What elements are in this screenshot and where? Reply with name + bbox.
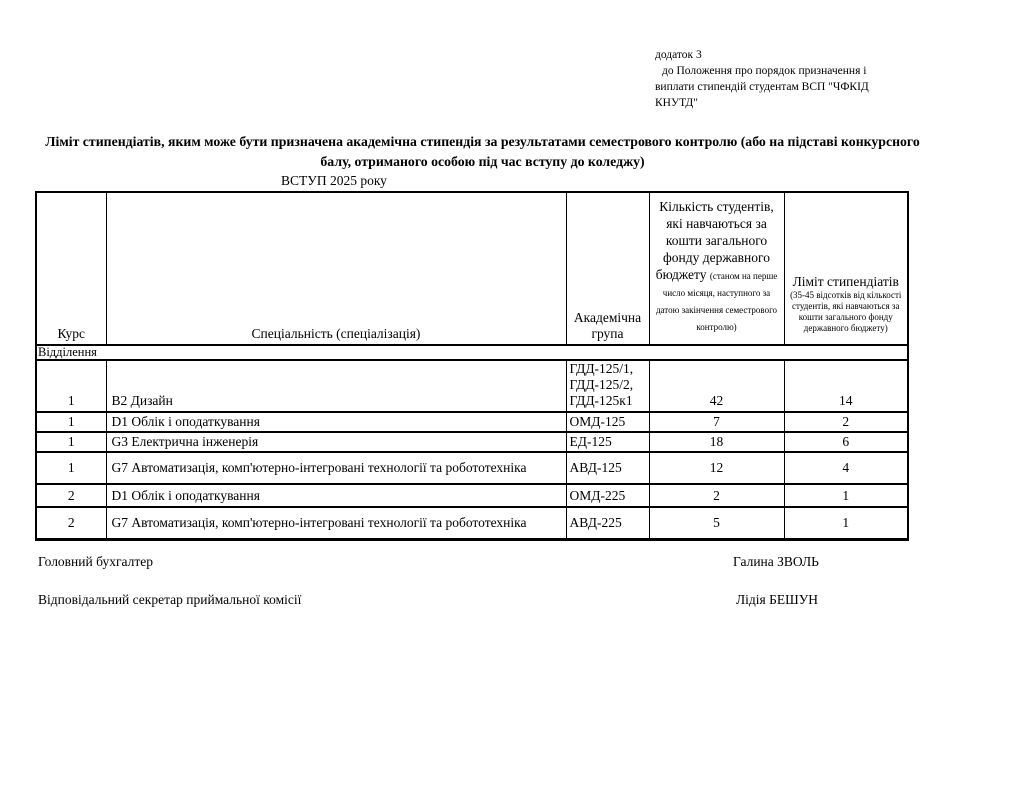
table-row [36,360,908,412]
cell-specialty: G7 Автоматизація, комп'ютерно-інтегровані технології та робототехніка [106,452,566,484]
table-header-row [36,192,908,345]
cell-specialty: D1 Облік і оподаткування [106,484,566,507]
cell-specialty: D1 Облік і оподаткування [106,412,566,432]
col-header-specialty: Спеціальність (спеціалізація) [106,192,566,345]
cell-limit: 4 [784,452,908,484]
cell-group: ЕД-125 [566,432,649,452]
cell-group: ОМД-225 [566,484,649,507]
stipend-limits-table [35,191,909,541]
table-row [36,412,908,432]
students-header-note: (станом на перше число місяця, наступного за датою закінчення семестрового контролю) [655,270,778,332]
cell-limit: 1 [784,484,908,507]
table-row [36,507,908,539]
cell-students: 5 [649,507,784,539]
limit-header-main: Ліміт стипендіатів [792,274,899,289]
cell-course: 1 [36,412,106,432]
cell-course: 1 [36,360,106,412]
cell-course: 2 [36,484,106,507]
col-header-limit [784,192,908,345]
cell-group: ГДД-125/1, ГДД-125/2, ГДД-125к1 [566,360,649,412]
accountant-name: Галина ЗВОЛЬ [733,554,819,569]
cell-students: 18 [649,432,784,452]
cell-specialty: B2 Дизайн [106,360,566,412]
cell-course: 1 [36,452,106,484]
cell-group: ОМД-125 [566,412,649,432]
secretary-title: Відповідальний секретар приймальної комісії [38,592,302,607]
appendix-line: КНУТД" [655,97,698,109]
cell-students: 2 [649,484,784,507]
page-title: Ліміт стипендіатів, яким може бути призначена академічна стипендія за результатами семестрового контролю (або на підставі конкурсного балу, отриманого особою під час вступу до коледжу) [45,134,920,169]
table-row [36,452,908,484]
table-row [36,484,908,507]
accountant-title: Головний бухгалтер [38,554,153,569]
cell-course: 2 [36,507,106,539]
appendix-note [655,47,923,111]
cell-group: АВД-125 [566,452,649,484]
cell-students: 7 [649,412,784,432]
section-label: Відділення [36,345,908,360]
col-header-course: Курс [36,192,106,345]
cell-students: 12 [649,452,784,484]
appendix-line: виплати стипендій студентам ВСП "ЧФКІД [655,81,869,93]
cell-students: 42 [649,360,784,412]
cell-course: 1 [36,432,106,452]
cell-limit: 6 [784,432,908,452]
cell-specialty: G3 Електрична інженерія [106,432,566,452]
cell-limit: 2 [784,412,908,432]
cell-limit: 1 [784,507,908,539]
col-header-students [649,192,784,345]
appendix-line: до Положення про порядок призначення і [662,65,867,77]
page-subtitle: ВСТУП 2025 року [281,173,387,188]
table-row [36,432,908,452]
appendix-line: додаток 3 [655,49,702,61]
cell-specialty: G7 Автоматизація, комп'ютерно-інтегровані технології та робототехніка [106,507,566,539]
cell-group: АВД-225 [566,507,649,539]
limit-header-note: (35-45 відсотків від кількості студентів, які навчаються за кошти загального фонду державного бюджету) [790,290,902,333]
secretary-name: Лідія БЕШУН [736,592,819,607]
col-header-group: Академічна група [566,192,649,345]
section-row [36,345,908,360]
cell-limit: 14 [784,360,908,412]
students-header-main: Кількість студентів, які навчаються за кошти загального фонду державного бюджету [655,198,774,282]
